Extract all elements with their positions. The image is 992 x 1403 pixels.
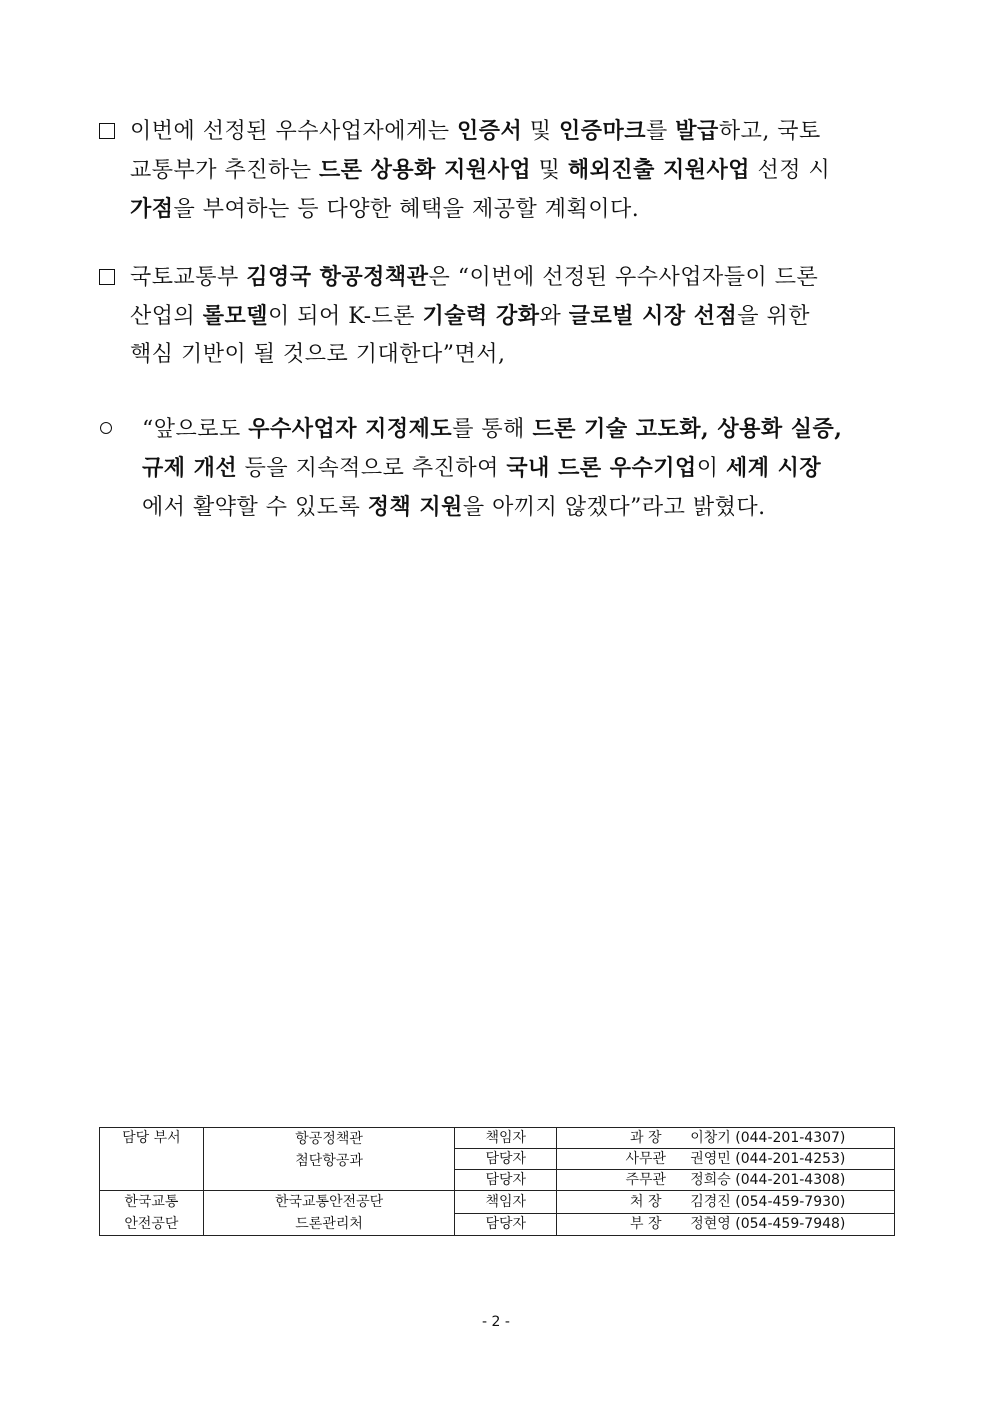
text-run: 산업의 [130, 304, 203, 329]
text-line [96, 297, 896, 336]
org-label: 담당 부서 [100, 1128, 204, 1191]
dept-line: 한국교통안전공단 [274, 1194, 384, 1210]
text-run: 에서 활약할 수 있도록 [142, 495, 368, 520]
contact-person-cell [557, 1213, 895, 1236]
emphasized-text: 김영국 항공정책관 [246, 264, 429, 290]
text-run: 및 [522, 119, 560, 144]
role-cell: 담당자 [455, 1170, 557, 1191]
contact-table [99, 1127, 895, 1236]
person-name-phone: 정현영 (054-459-7948) [690, 1216, 846, 1233]
text-line [96, 336, 896, 374]
paragraph-official-quote [96, 258, 896, 374]
text-run: 이번에 선정된 우수사업자에게는 [130, 119, 458, 144]
text-run: 이 되어 K-드론 [268, 304, 423, 329]
text-line [96, 410, 896, 449]
text-line [96, 488, 896, 527]
contact-person-cell [557, 1191, 895, 1214]
text-line [96, 190, 896, 229]
text-run: 국토교통부 [130, 265, 247, 290]
text-run: 를 [646, 119, 676, 144]
emphasized-text: 드론 기술 고도화, 상용화 실증, [532, 416, 843, 442]
org-label-line: 안전공단 [124, 1216, 179, 1232]
position-title: 사무관 [625, 1151, 667, 1167]
text-run: 이 [696, 456, 727, 481]
text-run: 와 [539, 304, 569, 329]
person-name-phone: 이창기 (044-201-4307) [690, 1130, 846, 1146]
dept-name [203, 1191, 455, 1236]
page-number: - 2 - [482, 1314, 510, 1330]
text-run: 을 부여하는 등 다양한 혜택을 제공할 계획이다. [173, 197, 640, 222]
paragraph-certification-benefits [96, 112, 896, 229]
text-run: 을 아끼지 않겠다”라고 밝혔다. [462, 495, 766, 520]
paragraph-policy-support-quote [96, 410, 896, 527]
person-name-phone: 정희승 (044-201-4308) [690, 1172, 846, 1188]
emphasized-text: 규제 개선 [142, 455, 238, 481]
dept-name [203, 1128, 455, 1191]
emphasized-text: 우수사업자 지정제도 [248, 416, 453, 442]
contact-person-cell [557, 1149, 895, 1170]
position-title: 과 장 [630, 1130, 662, 1146]
text-run: 및 [531, 158, 568, 183]
text-run: “앞으로도 [142, 417, 249, 442]
emphasized-text: 정책 지원 [367, 494, 463, 520]
dept-line: 항공정책관 [295, 1131, 363, 1147]
org-label-line: 한국교통 [124, 1194, 179, 1210]
text-line [96, 151, 896, 190]
org-label [100, 1191, 204, 1236]
text-run: 등을 지속적으로 추진하여 [237, 456, 507, 481]
text-run: 을 위한 [737, 304, 811, 329]
emphasized-text: 롤모델 [202, 303, 269, 329]
dept-line: 드론관리처 [295, 1216, 363, 1232]
text-run: 선정 시 [750, 158, 831, 183]
text-run: 교통부가 추진하는 [130, 158, 320, 183]
position-title: 처 장 [630, 1193, 662, 1210]
position-title: 주무관 [625, 1172, 667, 1188]
text-line [96, 258, 896, 297]
role-cell: 담당자 [455, 1213, 557, 1236]
contact-person-cell [557, 1170, 895, 1191]
text-run: 하고, 국토 [718, 119, 821, 144]
person-name-phone: 권영민 (044-201-4253) [690, 1151, 846, 1167]
emphasized-text: 드론 상용화 지원사업 [319, 157, 532, 183]
text-run: 은 “이번에 선정된 우수사업자들이 드론 [428, 265, 819, 290]
text-line [96, 449, 896, 488]
role-cell: 책임자 [455, 1128, 557, 1149]
emphasized-text: 국내 드론 우수기업 [506, 455, 697, 481]
emphasized-text: 세계 시장 [726, 455, 822, 481]
emphasized-text: 인증서 [457, 118, 523, 144]
text-line [96, 112, 896, 151]
emphasized-text: 해외진출 지원사업 [567, 157, 751, 183]
position-title: 부 장 [630, 1216, 662, 1233]
table-row [100, 1191, 895, 1214]
text-run: 핵심 기반이 될 것으로 기대한다”면서, [130, 342, 506, 367]
dept-line: 첨단항공과 [295, 1153, 363, 1169]
table-row [100, 1128, 895, 1149]
emphasized-text: 발급 [675, 118, 719, 144]
role-cell: 책임자 [455, 1191, 557, 1214]
text-run: 를 통해 [452, 417, 533, 442]
role-cell: 담당자 [455, 1149, 557, 1170]
contact-person-cell [557, 1128, 895, 1149]
emphasized-text: 인증마크 [559, 118, 647, 144]
person-name-phone: 김경진 (054-459-7930) [690, 1193, 846, 1210]
emphasized-text: 글로벌 시장 선점 [568, 303, 738, 329]
emphasized-text: 기술력 강화 [422, 303, 540, 329]
emphasized-text: 가점 [130, 196, 174, 222]
